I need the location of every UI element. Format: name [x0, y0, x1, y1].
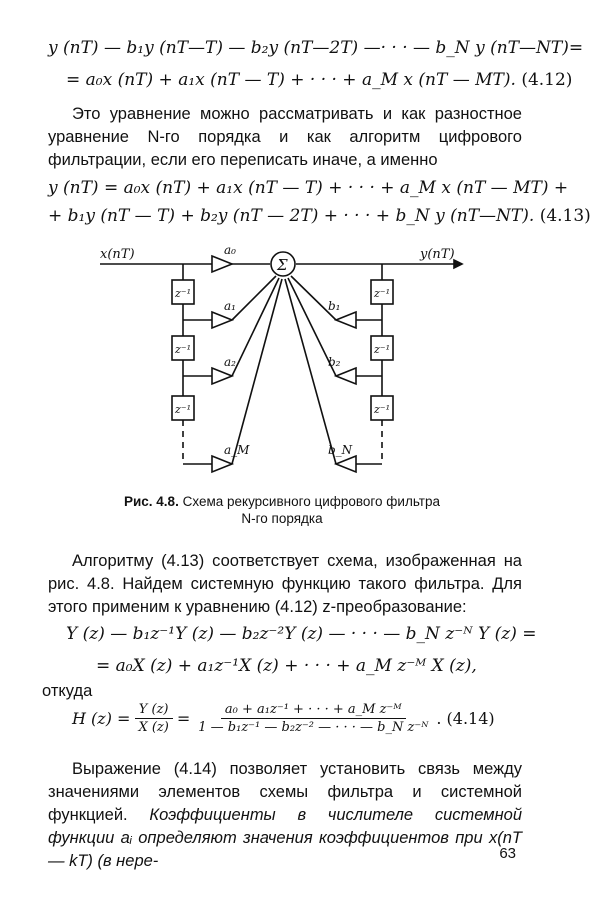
coeff-b2: b₂ [328, 355, 341, 369]
figure-caption [0, 493, 564, 527]
caption-line2: N-го порядка [241, 511, 323, 526]
delay-label: z⁻¹ [374, 287, 391, 300]
delay-label: z⁻¹ [374, 343, 391, 356]
word-otkuda: откуда [42, 682, 93, 700]
equation-4-12-line1: y (nT) — b₁y (nT—T) — b₂y (nT—2T) —· · · — b_N y (nT—NT)= [48, 38, 584, 58]
coeff-a1: a₁ [224, 299, 236, 313]
eq-4-14-lhs: H (z) = [72, 709, 131, 728]
equation-4-12-line2 [66, 70, 572, 90]
delay-label: z⁻¹ [374, 403, 391, 416]
coeff-aM: a_M [224, 443, 250, 457]
delay-label: z⁻¹ [175, 287, 192, 300]
input-label: x(nT) [100, 247, 135, 262]
eq-4-14-fraction-2 [194, 702, 432, 735]
fraction-2-denominator: 1 — b₁z⁻¹ — b₂z⁻² — · · · — b_N z⁻ᴺ [198, 720, 429, 735]
sum-symbol: Σ [277, 256, 288, 274]
equation-4-13-rhs: + b₁y (nT — T) + b₂y (nT — 2T) + · · · + b_N y (nT—NT). [48, 206, 535, 226]
paragraph-1: Это уравнение можно рассматривать и как разностное уравнение N-го порядка и как алгоритм цифрового фильтрации, если его переписать иначе, а именно [48, 105, 522, 169]
coeff-b1: b₁ [328, 299, 341, 313]
equation-z-line1: Y (z) — b₁z⁻¹Y (z) — b₂z⁻²Y (z) — · · · — b_N z⁻ᴺ Y (z) = [66, 624, 537, 644]
delay-label: z⁻¹ [175, 343, 192, 356]
caption-label: Рис. 4.8. [123, 494, 179, 509]
fraction-2-numerator: a₀ + a₁z⁻¹ + · · · + a_M z⁻ᴹ [221, 702, 406, 719]
equation-4-13-number: (4.13) [539, 206, 591, 226]
delay-label: z⁻¹ [175, 403, 192, 416]
equation-4-13-line1: y (nT) = a₀x (nT) + a₁x (nT — T) + · · · + a_M x (nT — MT) + [48, 178, 569, 198]
equation-4-13-line2 [48, 206, 591, 226]
eq-4-14-fraction-1 [134, 702, 172, 735]
paragraph-3-italic: Коэффициенты в числителе системной функции aᵢ определяют значения коэффициентов при x(nT — kT) (в нере- [48, 806, 522, 870]
paragraph-3-normal: Выражение (4.14) позволяет установить связь между значениями элементов схемы фильтра и системной функцией. [48, 760, 522, 824]
equation-4-12-rhs: = a₀x (nT) + a₁x (nT — T) + · · · + a_M x (nT — MT). [66, 70, 516, 90]
fraction-1-denominator: X (z) [138, 720, 169, 735]
eq-4-14-equals: = [176, 709, 191, 728]
coeff-a0: a₀ [224, 243, 236, 257]
equation-z-line2: = a₀X (z) + a₁z⁻¹X (z) + · · · + a_M z⁻ᴹ X (z), [96, 656, 477, 676]
paragraph-2: Алгоритму (4.13) соответствует схема, изображенная на рис. 4.8. Найдем системную функцию такого фильтра. Для этого применим к уравнению (4.12) z-преобразование: [48, 552, 522, 616]
paragraph-3 [48, 758, 522, 873]
equation-4-14 [72, 702, 495, 735]
coeff-bN: b_N [328, 443, 353, 457]
caption-text: Схема рекурсивного цифрового фильтра [182, 494, 440, 509]
figure-4-8-diagram [0, 236, 564, 486]
page-number: 63 [499, 845, 516, 862]
fraction-1-numerator: Y (z) [135, 702, 173, 719]
equation-4-12-number: (4.12) [521, 70, 573, 90]
output-label: y(nT) [420, 247, 455, 262]
coeff-a2: a₂ [224, 355, 236, 369]
equation-4-14-number: . (4.14) [436, 709, 495, 728]
